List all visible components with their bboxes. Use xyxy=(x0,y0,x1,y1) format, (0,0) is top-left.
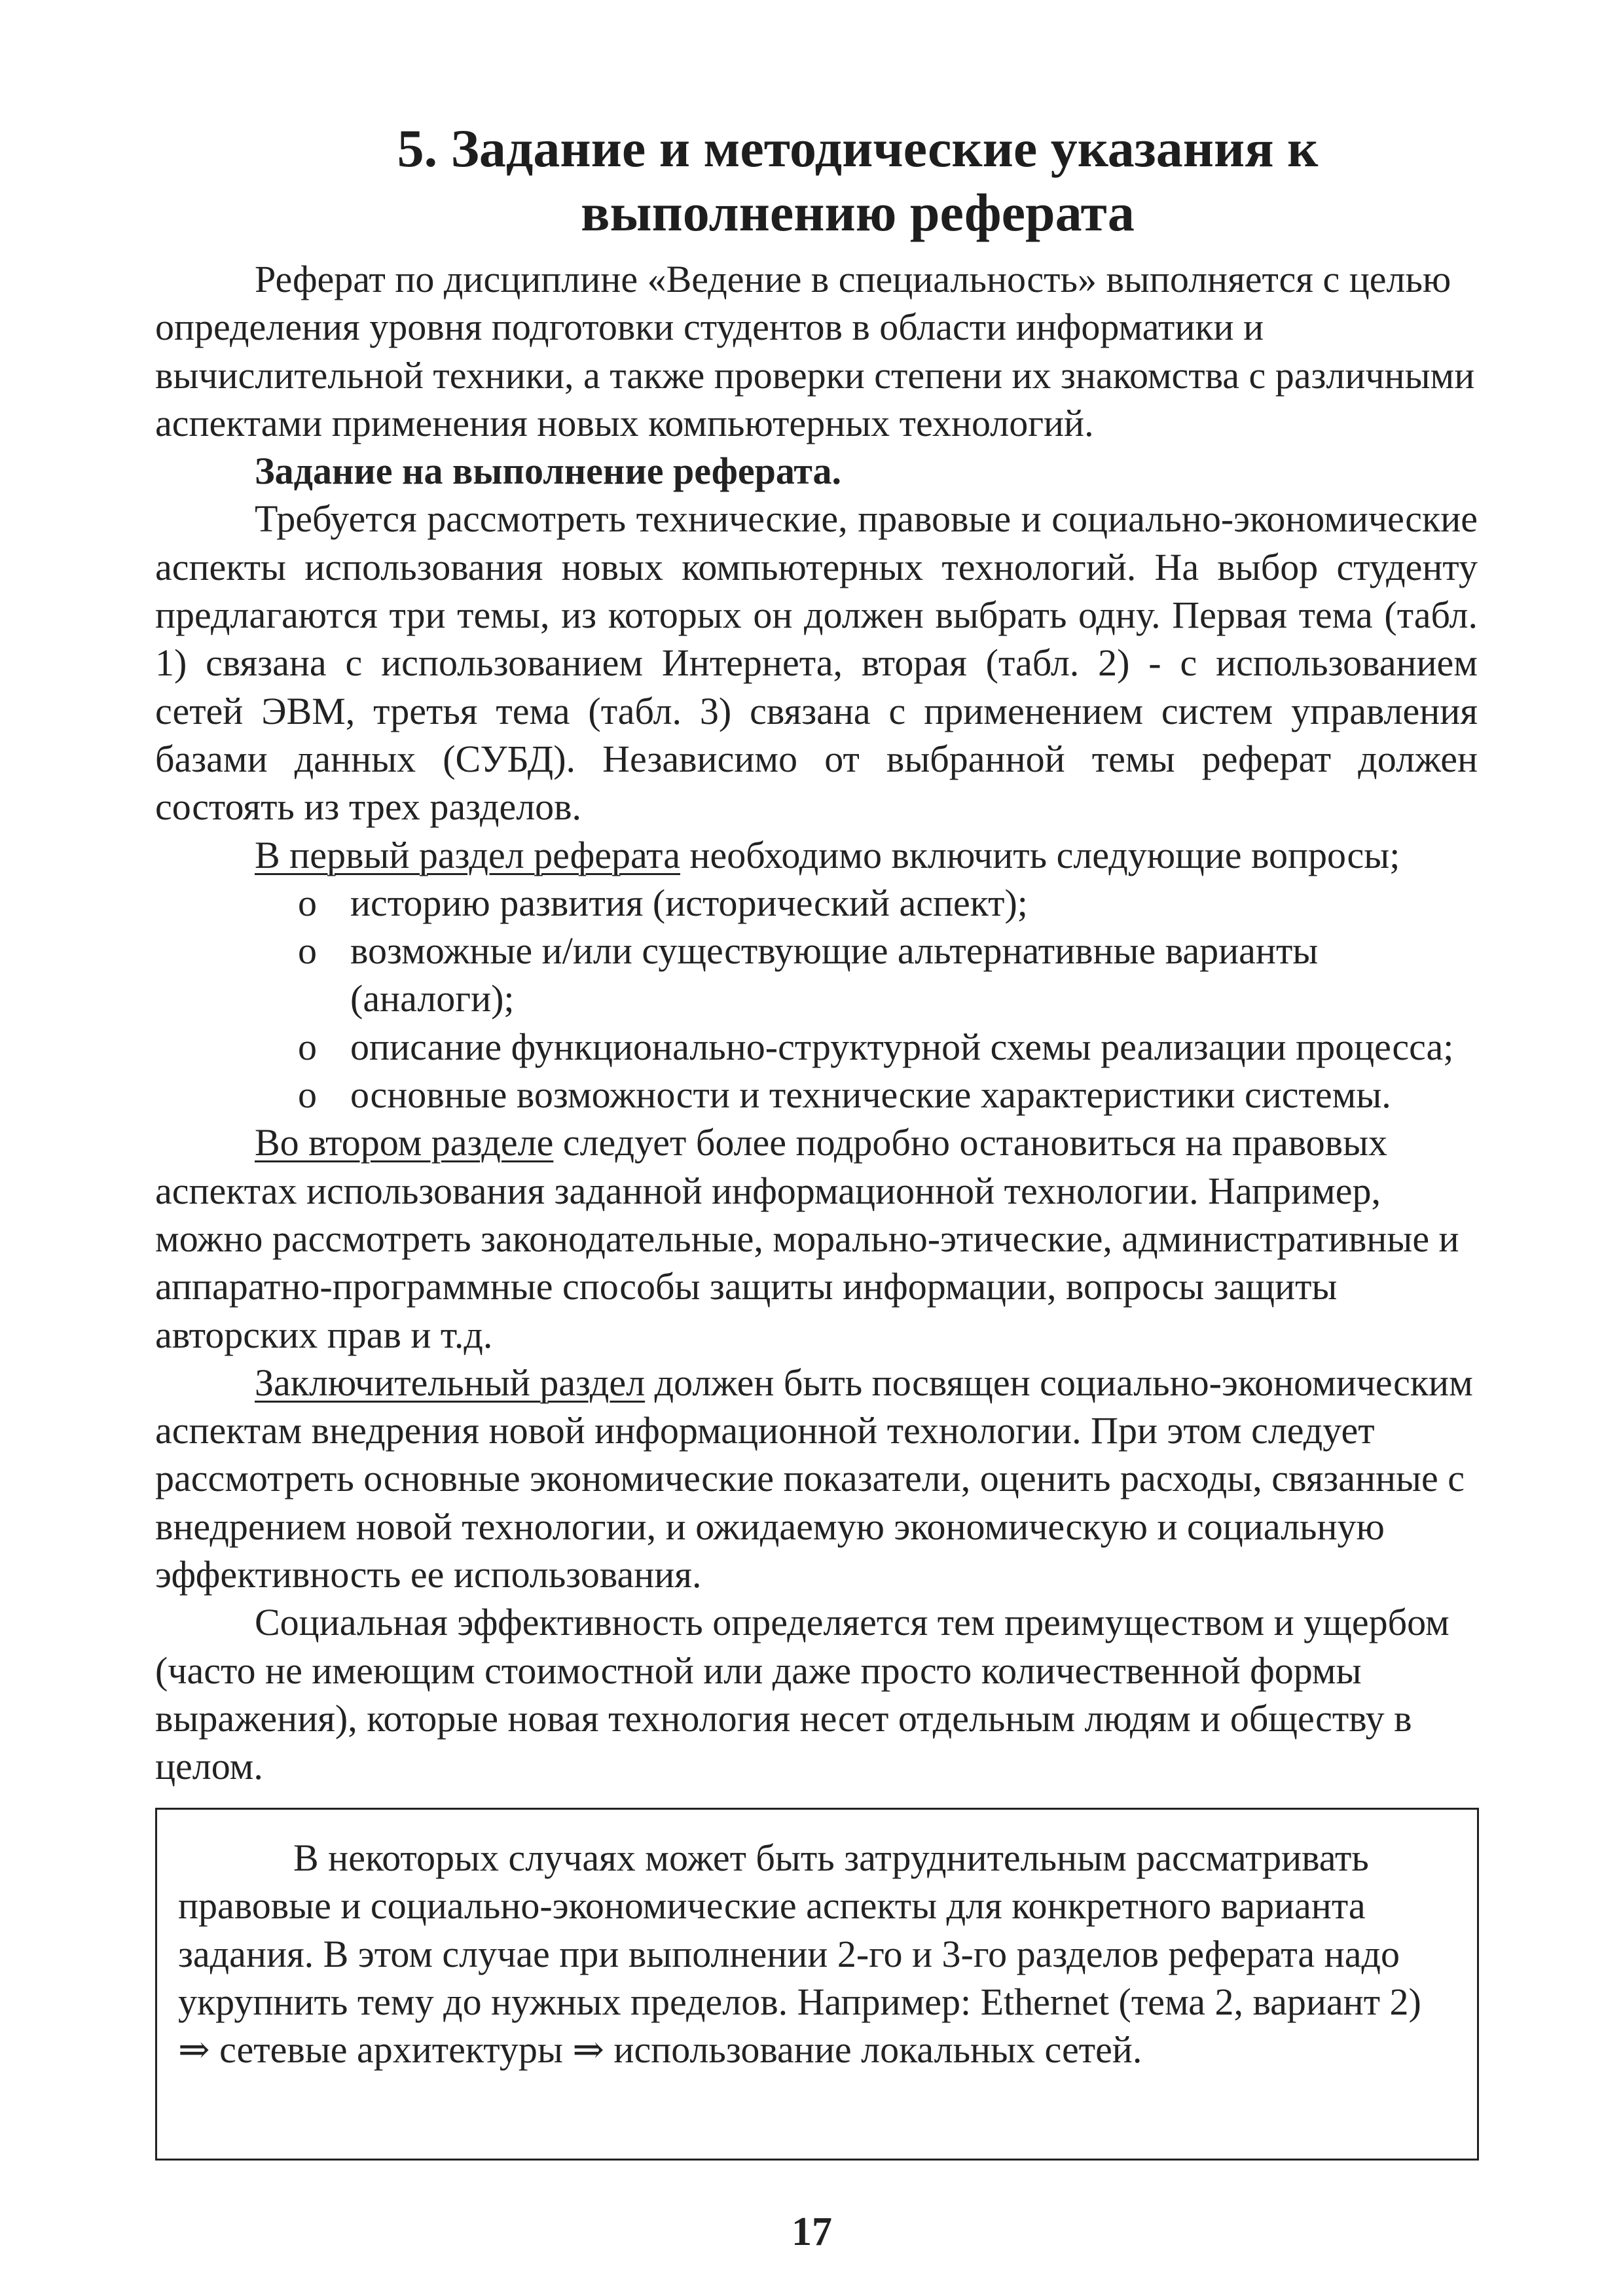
bullet-item xyxy=(298,927,1478,1023)
bullet-marker: o xyxy=(298,881,317,924)
note-line-4: укрупнить тему до нужных пределов. Например: Ethernet (тема 2, вариант 2) xyxy=(178,1980,1421,2023)
bullet-marker: o xyxy=(298,1025,317,1068)
section3-paragraph xyxy=(155,1359,1478,1598)
section1-label: В первый раздел реферата xyxy=(255,833,680,876)
section-title xyxy=(367,117,1349,245)
section3-text: должен быть посвящен социально-экономическим аспектам внедрения новой информационной технологии. При этом следует рассмотреть основные экономические показатели, оценить расходы, связанные с внедрением новой технологии, и ожидаемую экономическую и социальную эффективность ее использования. xyxy=(155,1361,1473,1596)
social-paragraph: Социальная эффективность определяется тем преимуществом и ущербом (часто не имеющим стоимостной или даже просто количественной формы выражения), которые новая технология несет отдельным людям и обществу в целом. xyxy=(155,1601,1450,1788)
section3-label: Заключительный раздел xyxy=(255,1361,646,1404)
bullet-text: историю развития (исторический аспект); xyxy=(350,881,1028,924)
bullet-text: описание функционально-структурной схемы реализации процесса; xyxy=(350,1025,1454,1068)
note-line-2: правовые и социально-экономические аспекты для конкретного варианта xyxy=(178,1884,1366,1928)
main-text xyxy=(155,255,1478,1791)
bullet-item xyxy=(298,1071,1478,1119)
bullet-text: основные возможности и технические характеристики системы. xyxy=(350,1073,1391,1117)
title-line-1: 5. Задание и методические указания к xyxy=(397,118,1319,178)
note-line-5: ⇒ сетевые архитектуры ⇒ использование локальных сетей. xyxy=(178,2028,1142,2072)
note-box xyxy=(155,1808,1479,2161)
title-line-2: выполнению реферата xyxy=(581,183,1135,242)
note-line-3: задания. В этом случае при выполнении 2-го и 3-го разделов реферата надо xyxy=(178,1932,1400,1975)
task-heading: Задание на выполнение реферата. xyxy=(255,450,842,493)
bullet-item xyxy=(298,1023,1478,1071)
bullet-marker: o xyxy=(298,929,317,973)
note-line-1: В некоторых случаях может быть затруднительным рассматривать xyxy=(293,1837,1369,1879)
section2-label: Во втором разделе xyxy=(255,1121,554,1164)
task-paragraph: Требуется рассмотреть технические, правовые и социально-экономические аспекты использования новых компьютерных технологий. На выбор студенту предлагаются три темы, из которых он должен выбрать одну. Первая тема (табл. 1) связана с использованием Интернета, вторая (табл. 2) - с использованием сетей ЭВМ, третья тема (табл. 3) связана с применением систем управления базами данных (СУБД). Независимо от выбранной темы реферат должен состоять из трех разделов. xyxy=(155,497,1478,829)
bullet-marker: o xyxy=(298,1073,317,1117)
intro-paragraph: Реферат по дисциплине «Ведение в специальность» выполняется с целью определения уровня подготовки студентов в области информатики и вычислительной техники, а также проверки степени их знакомства с различными аспектами применения новых компьютерных технологий. xyxy=(155,258,1475,444)
section2-paragraph xyxy=(155,1119,1478,1358)
section2-text: следует более подробно остановиться на правовых аспектах использования заданной информационной технологии. Например, можно рассмотреть законодательные, морально-этические, административные и аппаратно-программные способы защиты информации, вопросы защиты авторских прав и т.д. xyxy=(155,1121,1459,1356)
bullet-item xyxy=(298,879,1478,927)
page-number: 17 xyxy=(792,2210,832,2254)
bullet-text: возможные и/или существующие альтернативные варианты (аналоги); xyxy=(350,929,1319,1020)
section1-paragraph xyxy=(155,831,1478,879)
section1-bullet-list xyxy=(155,879,1478,1119)
section1-text: необходимо включить следующие вопросы; xyxy=(680,833,1400,876)
